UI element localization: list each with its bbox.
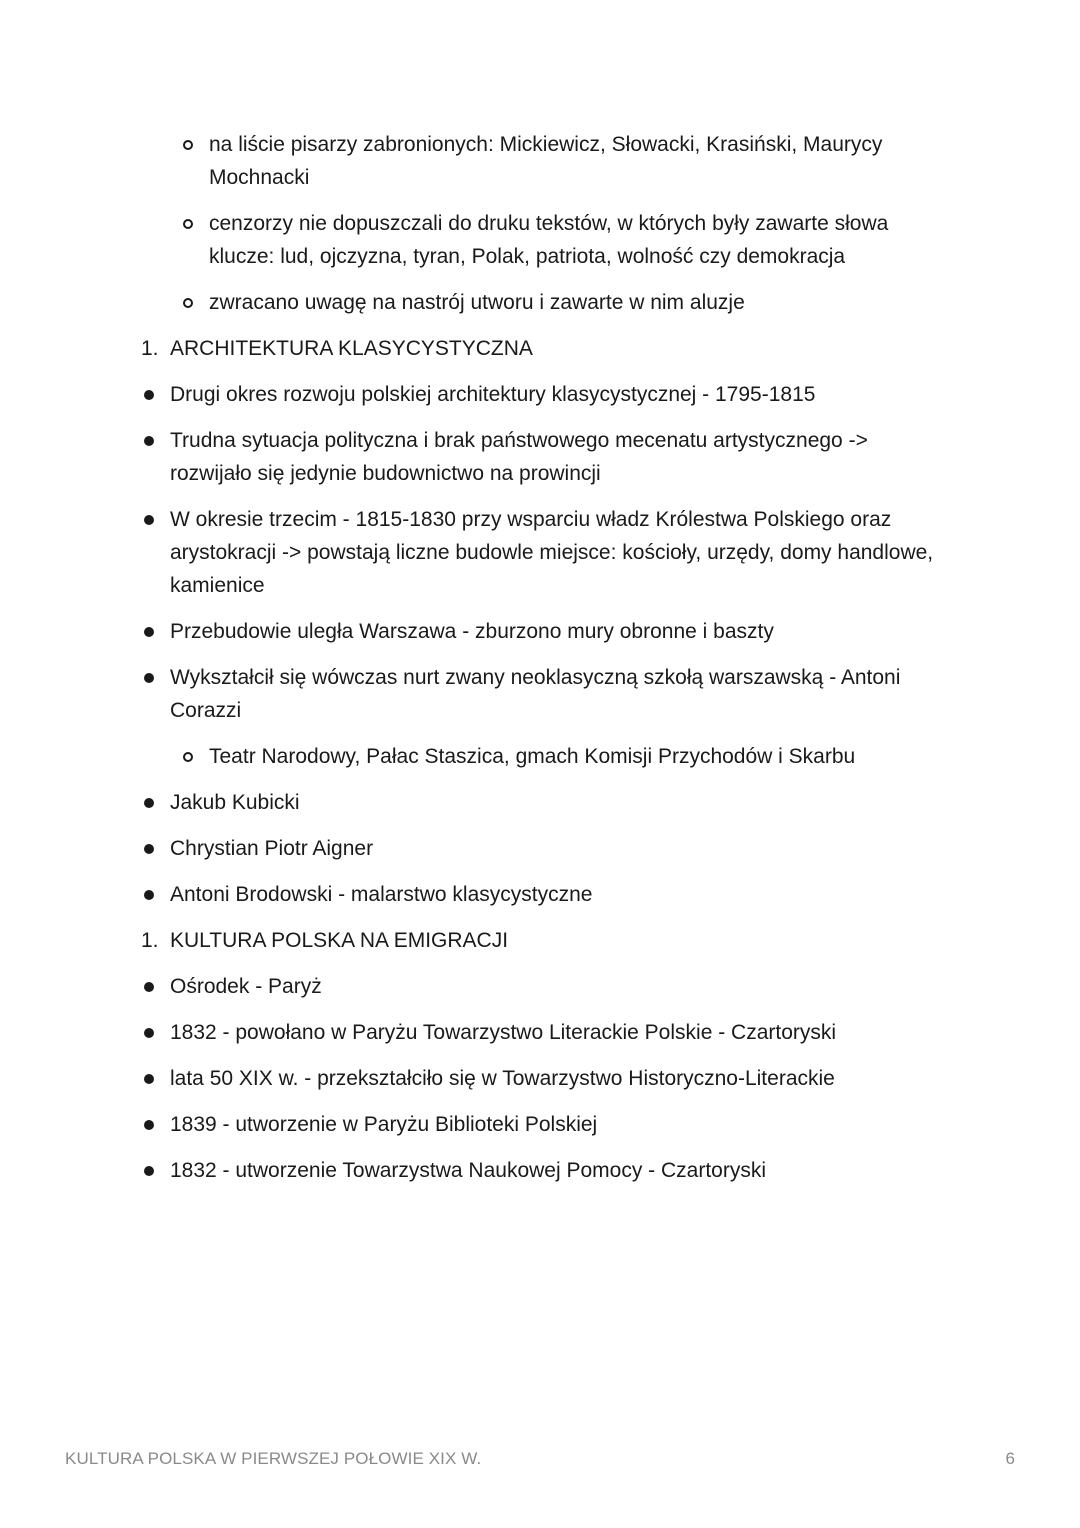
list-number: 1.	[141, 929, 159, 952]
disc-bullet-icon	[144, 890, 154, 900]
section-heading	[0, 332, 935, 365]
section-heading	[0, 924, 935, 957]
disc-bullet-icon	[144, 844, 154, 854]
list-item	[0, 970, 935, 1003]
document-body	[0, 128, 1080, 1200]
list-item-text: Wykształcił się wówczas nurt zwany neoklasyczną szkołą warszawską - Antoni Corazzi	[170, 666, 901, 722]
list-item-text: Drugi okres rozwoju polskiej architektury klasycystycznej - 1795-1815	[170, 383, 816, 406]
list-item-text: zwracano uwagę na nastrój utworu i zawarte w nim aluzje	[209, 291, 745, 314]
list-number: 1.	[141, 337, 159, 360]
list-item	[0, 878, 935, 911]
circle-bullet-icon	[183, 298, 193, 308]
list-item-text: Ośrodek - Paryż	[170, 975, 322, 998]
list-item	[0, 207, 929, 273]
disc-bullet-icon	[144, 436, 154, 446]
disc-bullet-icon	[144, 798, 154, 808]
list-item	[0, 503, 935, 602]
list-item-text: 1832 - utworzenie Towarzystwa Naukowej Pomocy - Czartoryski	[170, 1159, 766, 1182]
list-item	[0, 286, 929, 319]
section-heading-text: ARCHITEKTURA KLASYCYSTYCZNA	[170, 337, 533, 360]
list-item-text: Teatr Narodowy, Pałac Staszica, gmach Komisji Przychodów i Skarbu	[209, 745, 856, 768]
list-item-text: Trudna sytuacja polityczna i brak państwowego mecenatu artystycznego -> rozwijało się jedynie budownictwo na prowincji	[170, 429, 868, 485]
list-item-text: W okresie trzecim - 1815-1830 przy wsparciu władz Królestwa Polskiego oraz arystokracji -> powstają liczne budowle miejsce: kościoły, urzędy, domy handlowe, kamienice	[170, 508, 934, 597]
list-item	[0, 661, 935, 727]
list-item-text: Antoni Brodowski - malarstwo klasycystyczne	[170, 883, 593, 906]
list-item	[0, 128, 929, 194]
footer-title: KULTURA POLSKA W PIERWSZEJ POŁOWIE XIX W.	[65, 1449, 482, 1468]
list-item	[0, 1154, 935, 1187]
list-item-text: 1839 - utworzenie w Paryżu Biblioteki Polskiej	[170, 1113, 598, 1136]
page-footer	[65, 1449, 1015, 1471]
list-item-text: na liście pisarzy zabronionych: Mickiewicz, Słowacki, Krasiński, Maurycy Mochnacki	[209, 133, 883, 189]
list-item	[0, 378, 935, 411]
disc-bullet-icon	[144, 1028, 154, 1038]
circle-bullet-icon	[183, 752, 193, 762]
list-item	[0, 1062, 935, 1095]
disc-bullet-icon	[144, 390, 154, 400]
disc-bullet-icon	[144, 1120, 154, 1130]
disc-bullet-icon	[144, 1074, 154, 1084]
list-item	[0, 424, 935, 490]
circle-bullet-icon	[183, 140, 193, 150]
disc-bullet-icon	[144, 673, 154, 683]
page-number: 6	[1005, 1449, 1015, 1468]
disc-bullet-icon	[144, 1166, 154, 1176]
list-item	[0, 786, 935, 819]
list-item	[0, 1108, 935, 1141]
list-item	[0, 832, 935, 865]
list-item-text: cenzorzy nie dopuszczali do druku tekstów, w których były zawarte słowa klucze: lud, ojczyzna, tyran, Polak, patriota, wolność czy demokracja	[209, 212, 889, 268]
disc-bullet-icon	[144, 627, 154, 637]
disc-bullet-icon	[144, 982, 154, 992]
circle-bullet-icon	[183, 219, 193, 229]
section-heading-text: KULTURA POLSKA NA EMIGRACJI	[170, 929, 509, 952]
list-item-text: 1832 - powołano w Paryżu Towarzystwo Literackie Polskie - Czartoryski	[170, 1021, 837, 1044]
list-item-text: Przebudowie uległa Warszawa - zburzono mury obronne i baszty	[170, 620, 774, 643]
list-item-text: Jakub Kubicki	[170, 791, 300, 814]
list-item	[0, 1016, 935, 1049]
disc-bullet-icon	[144, 515, 154, 525]
list-item	[0, 615, 935, 648]
list-item-text: lata 50 XIX w. - przekształciło się w Towarzystwo Historyczno-Literackie	[170, 1067, 835, 1090]
list-item	[0, 740, 929, 773]
list-item-text: Chrystian Piotr Aigner	[170, 837, 374, 860]
